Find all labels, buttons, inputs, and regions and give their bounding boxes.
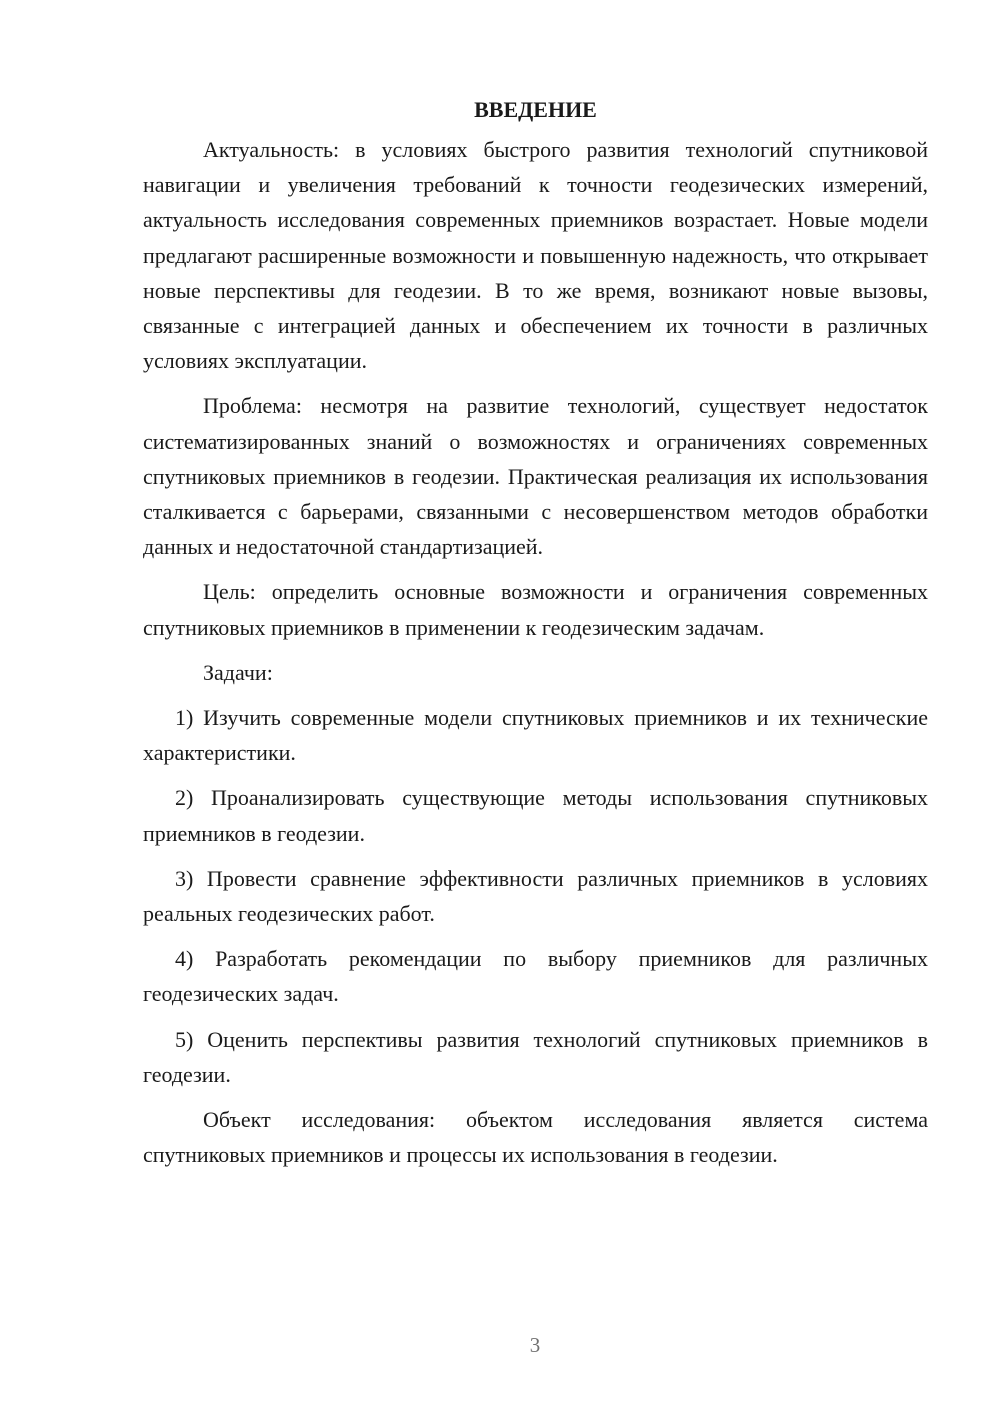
relevance-paragraph: Актуальность: в условиях быстрого развития технологий спутниковой навигации и увеличения требований к точности геодезических измерений, актуальность исследования современных приемников возрастает. Новые модели предлагают расширенные возможности и повышенную надежность, что открывает новые перспективы для геодезии. В то же время, возникают новые вызовы, связанные с интеграцией данных и обеспечением их точности в различных условиях эксплуатации. [143, 137, 928, 374]
task-item: 3) Провести сравнение эффективности различных приемников в условиях реальных геодезических работ. [143, 865, 928, 927]
problem-paragraph: Проблема: несмотря на развитие технологий, существует недостаток систематизированных знаний о возможностях и ограничениях современных спутниковых приемников в геодезии. Практическая реализация их использования сталкивается с барьерами, связанными с несовершенством методов обработки данных и недостаточной стандартизацией. [143, 393, 928, 560]
document-page [143, 92, 928, 1182]
tasks-title: Задачи: [203, 659, 273, 685]
page-number: 3 [529, 1333, 541, 1357]
task-item: 2) Проанализировать существующие методы использования спутниковых приемников в геодезии. [143, 785, 928, 846]
object-paragraph: Объект исследования: объектом исследования является система спутниковых приемников и процессы их использования в геодезии. [143, 1107, 928, 1168]
task-item: 5) Оценить перспективы развития технологий спутниковых приемников в геодезии. [143, 1026, 928, 1087]
tasks-list [143, 700, 928, 1092]
goal-paragraph: Цель: определить основные возможности и ограничения современных спутниковых приемников в применении к геодезическим задачам. [143, 579, 928, 640]
task-item: 4) Разработать рекомендации по выбору приемников для различных геодезических задач. [143, 946, 928, 1007]
section-heading: ВВЕДЕНИЕ [474, 97, 597, 122]
task-item: 1) Изучить современные модели спутниковых приемников и их технические характеристики. [143, 705, 928, 766]
